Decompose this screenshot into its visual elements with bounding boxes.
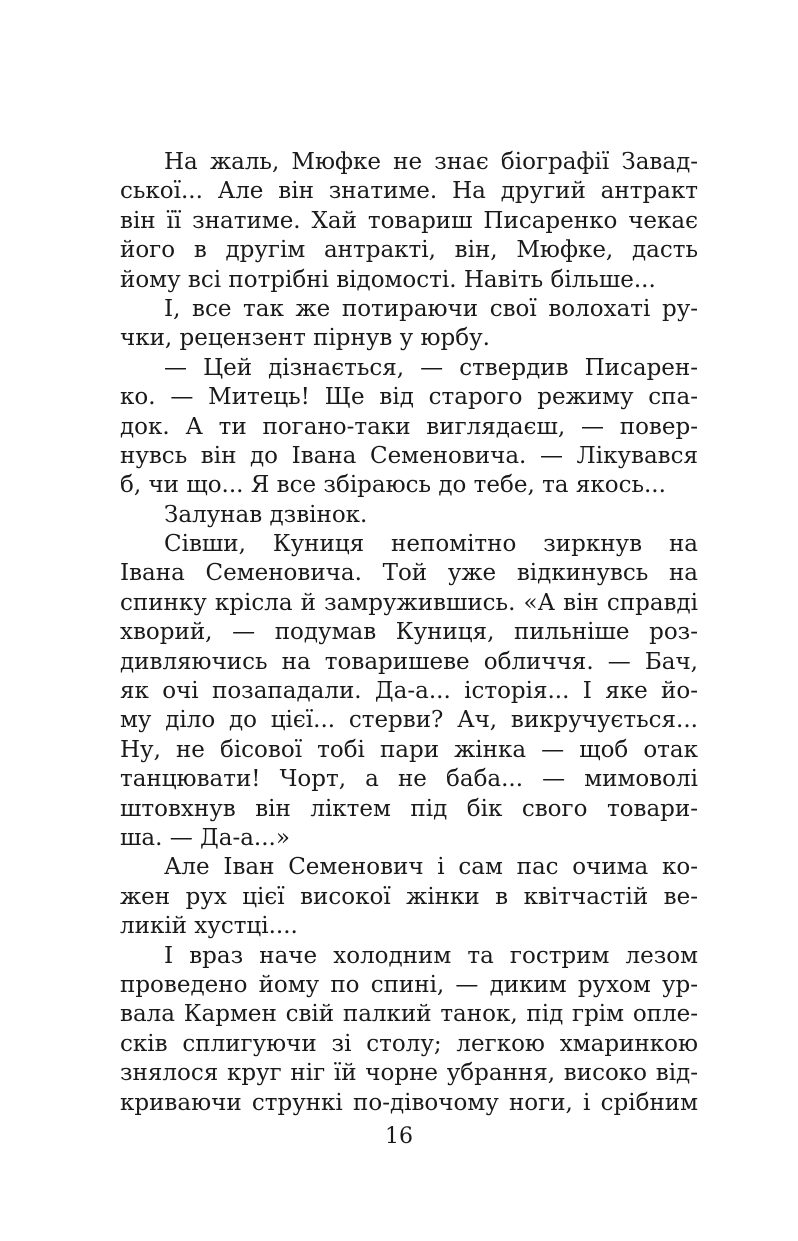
text-line: дивляючись на товаришеве обличчя. — Бач, xyxy=(120,648,698,675)
text-line: вала Кармен свій палкий танок, під грім опле- xyxy=(120,1001,698,1028)
text-line: Сівши, Куниця непомітно зиркнув на xyxy=(164,531,698,558)
text-line: І враз наче холодним та гострим лезом xyxy=(164,942,698,969)
body-text xyxy=(120,148,698,1118)
page-number: 16 xyxy=(385,1124,413,1149)
text-line: проведено йому по спині, — диким рухом ур- xyxy=(120,971,698,998)
text-line: Івана Семеновича. Той уже відкинувсь на xyxy=(120,560,698,587)
text-line: Залунав дзвінок. xyxy=(164,501,368,528)
text-line: ша. — Да-а...» xyxy=(120,824,290,851)
text-line: ської... Але він знатиме. На другий антракт xyxy=(120,178,698,205)
text-line: спинку крісла й замружившись. «А він справді xyxy=(120,589,698,616)
text-line: чки, рецензент пірнув у юрбу. xyxy=(120,325,490,352)
text-line: його в другім антракті, він, Мюфке, дасть xyxy=(120,237,698,264)
text-line: док. А ти погано-таки виглядаєш, — повер- xyxy=(120,413,698,440)
text-line: він її знатиме. Хай товариш Писаренко чекає xyxy=(120,207,698,234)
text-line: ко. — Митець! Ще від старого режиму спа- xyxy=(120,384,698,411)
text-line: хворий, — подумав Куниця, пильніше роз- xyxy=(120,619,698,646)
text-line: танцювати! Чорт, а не баба... — мимоволі xyxy=(120,766,698,793)
text-line: ликій хустці.... xyxy=(120,913,298,940)
text-line: б, чи що... Я все збіраюсь до тебе, та якось... xyxy=(120,472,666,499)
text-line: сків сплигуючи зі столу; легкою хмаринкою xyxy=(120,1030,698,1057)
text-line: — Цей дізнається, — ствердив Писарен- xyxy=(164,354,698,381)
text-line: Але Іван Семенович і сам пас очима ко- xyxy=(164,854,698,881)
text-line: як очі позападали. Да-а... історія... І яке йо- xyxy=(120,678,698,705)
text-line: му діло до цієї... стерви? Ач, викручується... xyxy=(120,707,698,734)
text-line: криваючи стрункі по-дівочому ноги, і срібним xyxy=(120,1089,698,1116)
text-line: жен рух цієї високої жінки в квітчастій ве- xyxy=(120,883,698,910)
text-line: знялося круг ніг їй чорне убрання, високо від- xyxy=(120,1060,698,1087)
text-line: На жаль, Мюфке не знає біографії Завад- xyxy=(164,149,698,175)
text-line: штовхнув він ліктем під бік свого товари- xyxy=(120,795,698,822)
text-line: йому всі потрібні відомості. Навіть більше... xyxy=(120,266,656,293)
text-line: І, все так же потираючи свої волохаті ру- xyxy=(164,295,698,322)
text-line: нувсь він до Івана Семеновича. — Лікувався xyxy=(120,442,698,469)
text-line: Ну, не бісової тобі пари жінка — щоб отак xyxy=(120,736,698,763)
